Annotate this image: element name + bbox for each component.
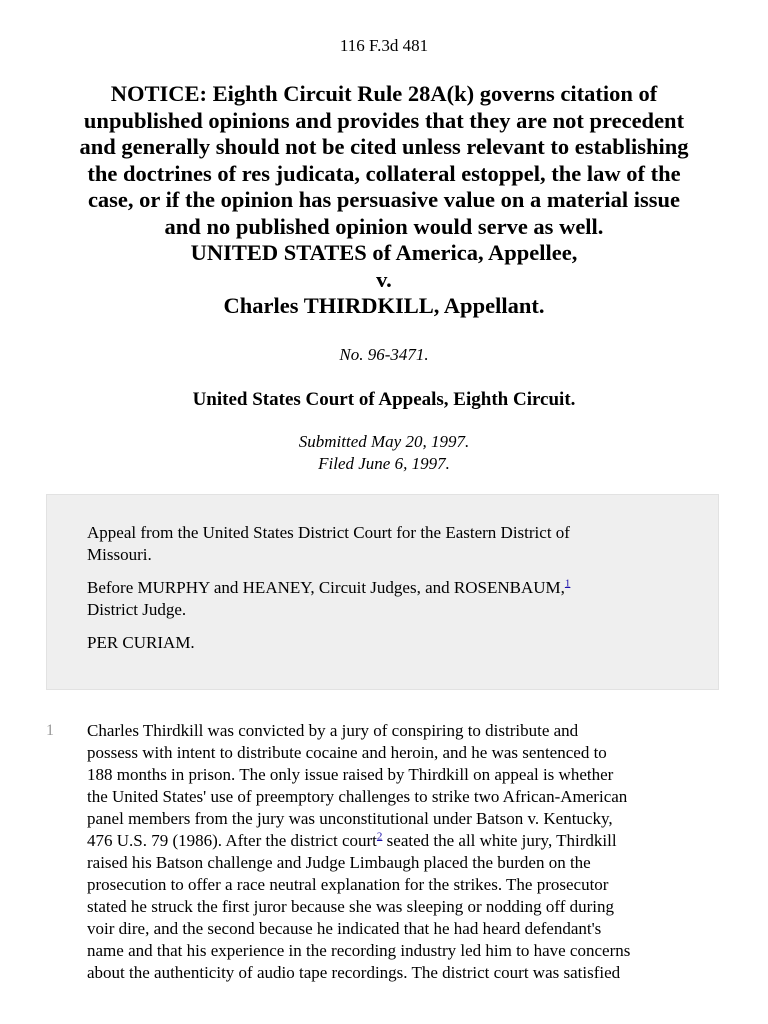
filed-date: Filed June 6, 1997.	[318, 454, 450, 473]
paragraph-line: name and that his experience in the recording industry led him to have concerns	[87, 941, 631, 960]
court-name: United States Court of Appeals, Eighth Circuit.	[192, 389, 576, 410]
panel-judges	[87, 577, 678, 620]
paragraph-number: 1	[46, 722, 54, 739]
paragraph-line	[87, 830, 727, 852]
paragraph-line: prosecution to offer a race neutral explanation for the strikes. The prosecutor	[87, 875, 609, 894]
notice-line: and generally should not be cited unless relevant to establishing	[79, 134, 689, 159]
appeal-from-line1: Appeal from the United States District Court for the Eastern District of	[87, 523, 570, 542]
paragraph-line: 188 months in prison. The only issue raised by Thirdkill on appeal is whether	[87, 765, 614, 784]
panel-judges-text: Before MURPHY and HEANEY, Circuit Judges, and ROSENBAUM,	[87, 578, 565, 597]
paragraph-line: Charles Thirdkill was convicted by a jury of conspiring to distribute and	[87, 721, 579, 740]
paragraph-line: the United States' use of preemptory challenges to strike two African-American	[87, 787, 628, 806]
case-dates	[0, 431, 768, 475]
appellee-party: UNITED STATES of America, Appellee,	[190, 240, 578, 265]
notice-line: case, or if the opinion has persuasive value on a material issue	[87, 187, 681, 212]
versus: v.	[376, 266, 392, 292]
footnote-1-ref	[565, 577, 571, 589]
appellant-party: Charles THIRDKILL, Appellant.	[223, 293, 545, 318]
submitted-date: Submitted May 20, 1997.	[298, 432, 470, 451]
per-curiam: PER CURIAM.	[87, 633, 195, 652]
paragraph-line: raised his Batson challenge and Judge Limbaugh placed the burden on the	[87, 853, 591, 872]
paragraph-line: possess with intent to distribute cocaine and heroin, and he was sentenced to	[87, 743, 607, 762]
paragraph-line: about the authenticity of audio tape recordings. The district court was satisfied	[87, 963, 621, 982]
paragraph-line: stated he struck the first juror because she was sleeping or nodding off during	[87, 897, 615, 916]
case-prelims-box	[46, 494, 719, 690]
footnote-2-link[interactable]: 2	[376, 830, 383, 843]
panel-judges-line2: District Judge.	[87, 599, 187, 619]
paragraph-line: panel members from the jury was unconstitutional under Batson v. Kentucky,	[87, 809, 613, 828]
paragraph-line: voir dire, and the second because he indicated that he had heard defendant's	[87, 919, 602, 938]
paragraph-line-part: seated the all white jury, Thirdkill	[382, 831, 617, 850]
notice-line: and no published opinion would serve as well.	[164, 213, 604, 239]
appeal-from-line2: Missouri.	[87, 544, 152, 564]
docket-number: No. 96-3471.	[339, 345, 429, 364]
notice-line: unpublished opinions and provides that they are not precedent	[83, 107, 685, 133]
paragraph-text	[87, 720, 727, 984]
case-citation: 116 F.3d 481	[339, 36, 429, 55]
notice-line: NOTICE: Eighth Circuit Rule 28A(k) governs citation of	[110, 81, 658, 106]
notice-heading	[24, 81, 744, 320]
appeal-from	[87, 522, 678, 565]
paragraph-line-part: 476 U.S. 79 (1986). After the district court	[87, 831, 377, 850]
notice-line: the doctrines of res judicata, collateral estoppel, the law of the	[87, 160, 681, 186]
footnote-1-link[interactable]: 1	[564, 577, 571, 590]
